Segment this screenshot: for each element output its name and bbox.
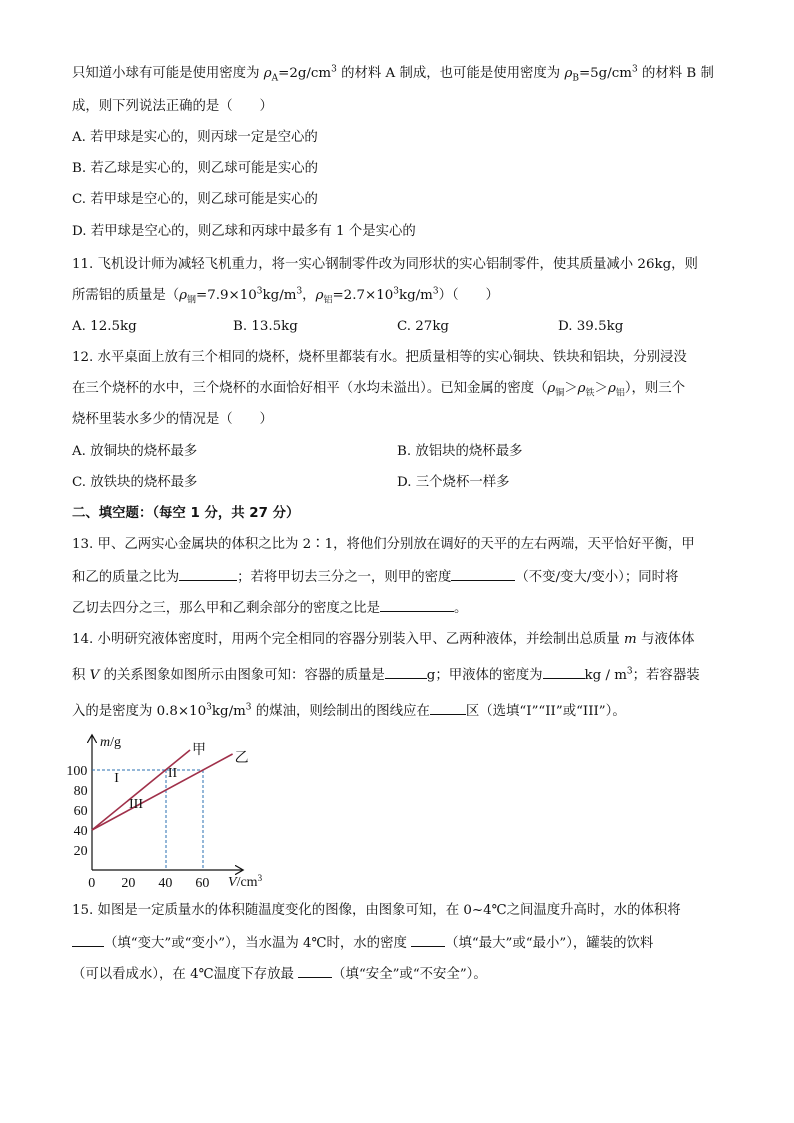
region-label-2: II	[167, 766, 178, 781]
x-axis-label: $V/cm^3$	[228, 873, 263, 890]
q10-option-d: D. 若甲球是空心的，则乙球和丙球中最多有 1 个是实心的	[72, 224, 416, 239]
q15-line3: （可以看成水），在 4℃温度下存放最 （填“安全”或“不安全”）。	[72, 963, 487, 985]
series-line-2	[92, 754, 233, 830]
x-tick-label: 40	[158, 876, 173, 891]
y-tick-label: 80	[73, 784, 88, 799]
q14-line1: 14. 小明研究液体密度时，用两个完全相同的容器分别装入甲、乙两种液体，并绘制出总质量 m 与液体体	[72, 632, 695, 647]
y-axis-label: m/g	[100, 735, 122, 750]
q11-option-c: C. 27kg	[397, 319, 450, 334]
q12-line3: 烧杯里装水多少的情况是（ ）	[72, 412, 273, 427]
x-tick-label: 0	[88, 876, 96, 891]
q13-line1: 13. 甲、乙两实心金属块的体积之比为 2∶1，将他们分别放在调好的天平的左右两端，天平恰好平衡，甲	[72, 537, 695, 552]
q13-blank-2[interactable]	[451, 566, 515, 581]
q14-blank-2[interactable]	[543, 664, 585, 679]
x-tick-label: 60	[195, 876, 210, 891]
q15-blank-1[interactable]	[72, 932, 104, 947]
q10-option-b: B. 若乙球是实心的，则乙球可能是实心的	[72, 161, 318, 176]
q14-blank-3[interactable]	[430, 700, 466, 715]
q12-line2: 在三个烧杯的水中，三个烧杯的水面恰好相平（水均未溢出）。已知金属的密度$(\rho_铜>\rho_铁>\rho_铝)$，则三个	[72, 381, 686, 399]
q12-option-d: D. 三个烧杯一样多	[397, 475, 510, 490]
q14-line2: 积 V 的关系图象如图所示由图象可知：容器的质量是 g；甲液体的密度为 kg / $m^3$；若容器装	[72, 664, 700, 686]
q12-option-a: A. 放铜块的烧杯最多	[72, 444, 198, 459]
series-label-1: 甲	[192, 743, 207, 758]
q13-blank-3[interactable]	[380, 597, 454, 612]
chart-axes	[92, 736, 242, 870]
q15-line2: （填“变大”或“变小”），当水温为 4℃时，水的密度 （填“最大”或“最小”），罐装的饮料	[72, 932, 653, 954]
q11-line2: 所需铝的质量是（$\rho_钢=7.9\times 10^3kg/m^3$，$\rho_铝=2.7\times 10^3kg/m^3$）（ ）	[72, 286, 499, 306]
mass-volume-chart	[66, 730, 270, 891]
q11-option-b: B. 13.5kg	[233, 319, 298, 334]
series-label-2: 乙	[234, 751, 249, 766]
series-line-1	[92, 750, 190, 830]
q13-line3: 乙切去四分之三，那么甲和乙剩余部分的密度之比是 。	[72, 597, 467, 619]
q11-option-a: A. 12.5kg	[72, 319, 137, 334]
q11-line1: 11. 飞机设计师为减轻飞机重力，将一实心钢制零件改为同形状的实心铝制零件，使其质量减小 26kg，则	[72, 257, 698, 272]
q12-option-c: C. 放铁块的烧杯最多	[72, 475, 198, 490]
region-label-1: I	[114, 771, 119, 786]
y-tick-label: 60	[73, 804, 88, 819]
q15-blank-2[interactable]	[411, 932, 445, 947]
q15-blank-3[interactable]	[298, 963, 332, 978]
q14-blank-1[interactable]	[385, 664, 427, 679]
q10-option-a: A. 若甲球是实心的，则丙球一定是空心的	[72, 130, 318, 145]
x-tick-label: 20	[121, 876, 136, 891]
q13-blank-1[interactable]	[179, 566, 237, 581]
q10-line2: 成，则下列说法正确的是（ ）	[72, 99, 273, 114]
q12-option-b: B. 放铝块的烧杯最多	[397, 444, 523, 459]
y-tick-label: 100	[66, 764, 88, 779]
q10-line1: 只知道小球有可能是使用密度为 $\rho_A=2g/cm^3$ 的材料 A 制成，也可能是使用密度为 $\rho_B=5g/cm^3$ 的材料 B 制	[72, 64, 714, 84]
q14-line3: 入的是密度为 $0.8\times 10^3kg/m^3$ 的煤油，则绘制出的图线应在 区（选填“I”“II”或“III”）。	[72, 700, 626, 722]
section-heading: 二、填空题：（每空 1 分，共 27 分）	[72, 506, 300, 521]
region-label-3: III	[129, 797, 143, 812]
q15-line1: 15. 如图是一定质量水的体积随温度变化的图像，由图象可知，在 0~4℃之间温度升高时，水的体积将	[72, 903, 681, 918]
q13-line2: 和乙的质量之比为 ；若将甲切去三分之一，则甲的密度 （不变/变大/变小）；同时将	[72, 566, 678, 588]
q11-option-d: D. 39.5kg	[558, 319, 624, 334]
q12-line1: 12. 水平桌面上放有三个相同的烧杯，烧杯里都装有水。把质量相等的实心铜块、铁块和铝块，分别浸没	[72, 350, 687, 365]
y-tick-label: 40	[73, 824, 88, 839]
y-tick-label: 20	[73, 844, 88, 859]
q10-option-c: C. 若甲球是空心的，则乙球可能是实心的	[72, 192, 318, 207]
